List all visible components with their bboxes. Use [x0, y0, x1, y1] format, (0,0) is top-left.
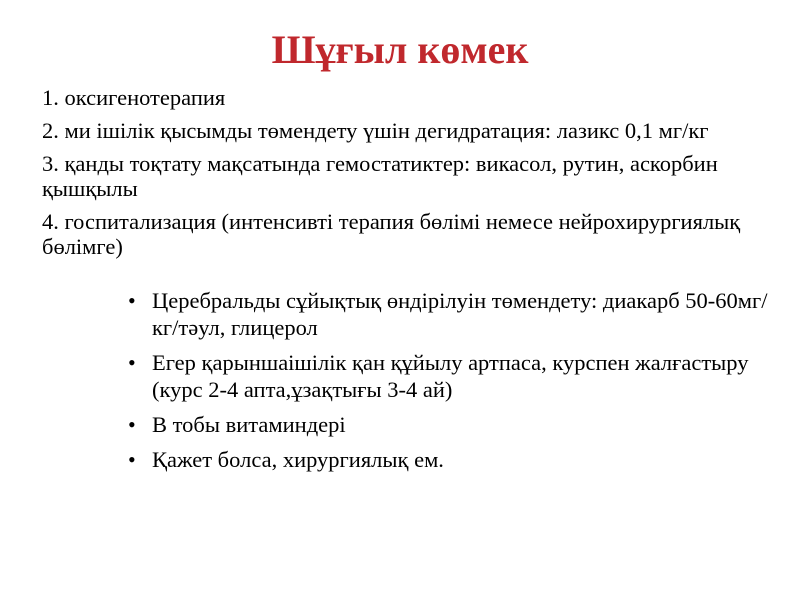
bullet-list: [128, 287, 768, 481]
bullet-item-text: Егер қарыншаішілік қан құйылу артпаса, курспен жалғастыру (курс 2-4 апта,ұзақтығы 3-4 ай): [152, 350, 749, 402]
bullet-item-text: В тобы витаминдері: [152, 412, 346, 437]
bullet-icon: •: [128, 447, 136, 472]
bullet-item: [128, 349, 768, 403]
bullet-icon: •: [128, 350, 136, 375]
numbered-item-1: 1. оксигенотерапия: [42, 85, 226, 110]
bullet-item-text: Церебральды сұйықтық өндірілуін төмендету: диакарб 50-60мг/кг/тәул, глицерол: [152, 288, 768, 340]
slide-title: Шұғыл көмек: [271, 27, 529, 72]
bullet-item: [128, 287, 768, 341]
numbered-item-4: 4. госпитализация (интенсивті терапия бөлімі немесе нейрохирургиялық бөлімге): [42, 209, 741, 259]
numbered-list: [42, 85, 772, 267]
bullet-item: [128, 411, 768, 438]
bullet-icon: •: [128, 288, 136, 313]
bullet-icon: •: [128, 412, 136, 437]
numbered-item-2: 2. ми ішілік қысымды төмендету үшін дегидратация: лазикс 0,1 мг/кг: [42, 118, 709, 143]
bullet-item: [128, 446, 768, 473]
bullet-item-text: Қажет болса, хирургиялық ем.: [152, 447, 444, 472]
numbered-item-3: 3. қанды тоқтату мақсатында гемостатиктер: викасол, рутин, аскорбин қышқылы: [42, 151, 718, 201]
